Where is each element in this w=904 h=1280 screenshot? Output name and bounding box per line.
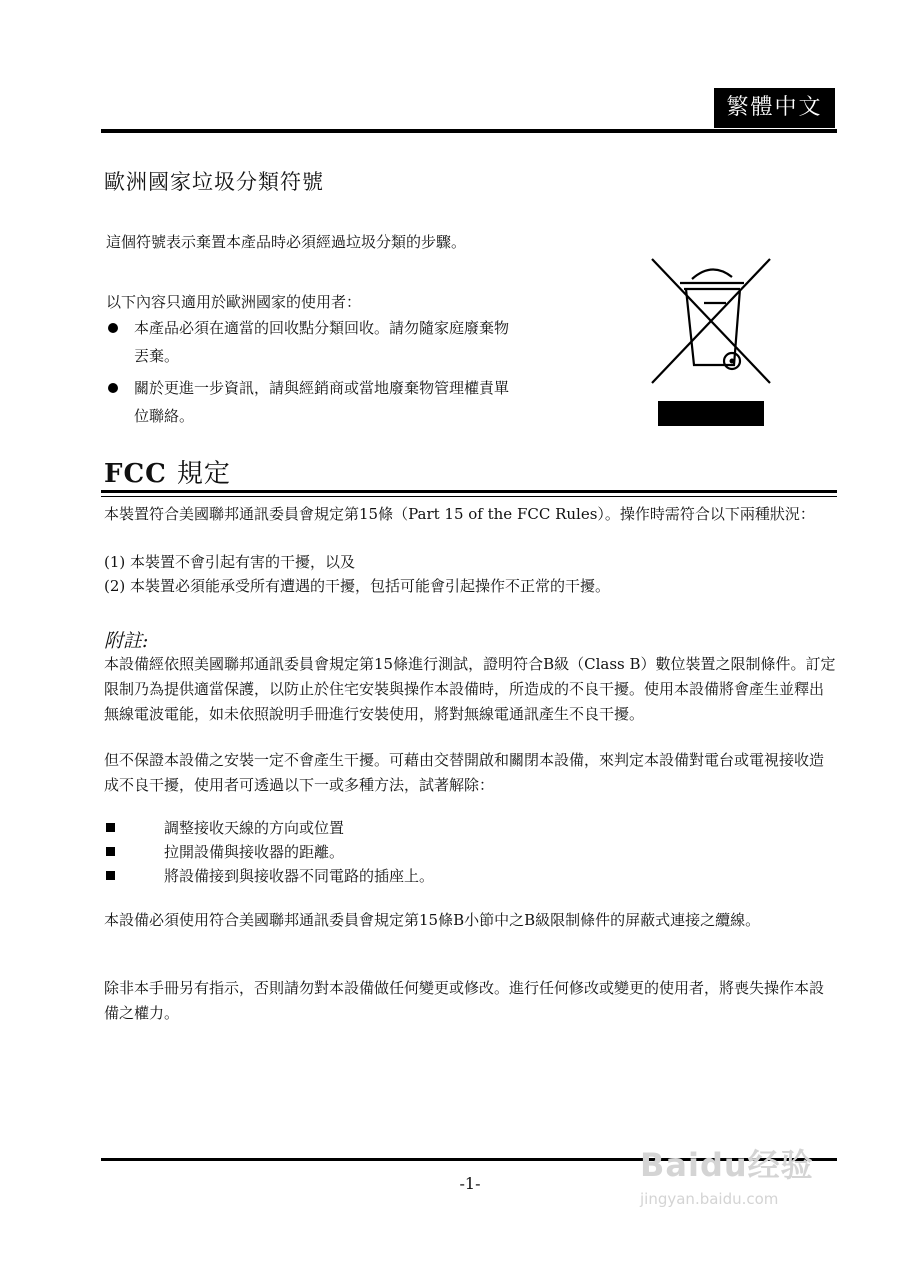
note-paragraph-3: 本設備必須使用符合美國聯邦通訊委員會規定第15條B小節中之B級限制條件的屏蔽式連接之纜線。	[104, 911, 761, 929]
weee-bullet-1-line-1: 本產品必須在適當的回收點分類回收。請勿隨家庭廢棄物	[134, 319, 510, 337]
weee-bullet-2-line-1: 關於更進一步資訊，請與經銷商或當地廢棄物管理權責單	[134, 379, 510, 397]
weee-intro: 這個符號表示棄置本產品時必須經過垃圾分類的步驟。	[106, 233, 467, 251]
note-paragraph-1: 本設備經依照美國聯邦通訊委員會規定第15條進行測試，證明符合B級（Class B）數位裝置之限制條件。訂定限制乃為提供適當保護，以防止於住宅安裝與操作本設備時，所造成的不良干擾。使用本設備將會產生並釋出無線電波電能，如未依照說明手冊進行安裝使用，將對無線電通訊產生不良干擾。	[104, 655, 836, 723]
note-paragraph-4: 除非本手冊另有指示，否則請勿對本設備做任何變更或修改。進行任何修改或變更的使用者，將喪失操作本設備之權力。	[104, 979, 825, 1022]
fcc-title	[104, 453, 231, 490]
bullet-square	[106, 847, 115, 856]
weee-applies: 以下內容只適用於歐洲國家的使用者：	[106, 293, 362, 311]
fcc-condition-2: (2) 本裝置必須能承受所有遭遇的干擾，包括可能會引起操作不正常的干擾。	[104, 577, 611, 595]
measure-1: 調整接收天線的方向或位置	[164, 819, 345, 837]
header-rule	[101, 129, 837, 133]
measure-2: 拉開設備與接收器的距離。	[164, 843, 345, 861]
fcc-condition-1: (1) 本裝置不會引起有害的干擾，以及	[104, 553, 356, 571]
bullet-dot	[108, 323, 118, 333]
watermark-url: jingyan.baidu.com	[640, 1190, 779, 1208]
bullet-square	[106, 823, 115, 832]
page-number: -1-	[459, 1174, 481, 1193]
weee-bullet-1-line-2: 丟棄。	[134, 347, 180, 365]
note-title: 附註:	[104, 630, 149, 652]
fcc-paragraph: 本裝置符合美國聯邦通訊委員會規定第15條（Part 15 of the FCC Rules）。操作時需符合以下兩種狀況：	[104, 505, 815, 523]
fcc-rule	[101, 490, 837, 493]
bullet-dot	[108, 383, 118, 393]
language-tab: 繁體中文	[714, 88, 835, 128]
baidu-watermark	[640, 1140, 840, 1240]
weee-title: 歐洲國家垃圾分類符號	[104, 170, 324, 194]
note-paragraph-2: 但不保證本設備之安裝一定不會產生干擾。可藉由交替開啟和關閉本設備，來判定本設備對電台或電視接收造成不良干擾，使用者可透過以下一或多種方法，試著解除：	[104, 751, 825, 794]
fcc-rule-thin	[101, 496, 837, 497]
bullet-square	[106, 871, 115, 880]
fcc-title-latin: FCC	[104, 459, 167, 489]
measure-3: 將設備接到與接收器不同電路的插座上。	[164, 867, 435, 885]
watermark-logo: Baidu经验	[640, 1146, 814, 1184]
weee-bullet-2-line-2: 位聯絡。	[134, 407, 195, 425]
weee-bin-icon	[648, 255, 776, 427]
fcc-title-cjk: 規定	[176, 459, 231, 489]
